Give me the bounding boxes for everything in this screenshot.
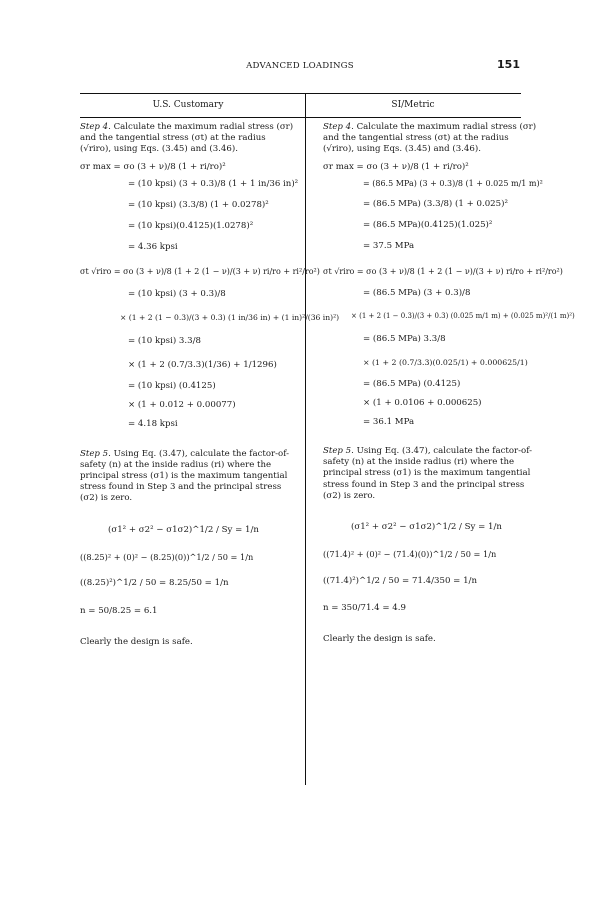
radial-line: = 4.36 kpsi [128, 242, 178, 253]
table-header-rule [80, 117, 521, 118]
step5-paragraph [323, 446, 537, 502]
column-divider [305, 93, 306, 785]
step5-title: Step 5. [80, 448, 111, 459]
table-top-rule [80, 93, 521, 94]
step5-title: Step 5. [323, 446, 354, 457]
tangential-lines [120, 288, 340, 431]
tangential-line: = (10 kpsi) (0.4125) [128, 381, 216, 392]
column-heading-us: U.S. Customary [152, 100, 224, 110]
radial-line: = (10 kpsi) (3.3/8) (1 + 0.0278)² [128, 199, 269, 210]
radial-lines [128, 200, 296, 254]
tangential-line: × (1 + 0.0106 + 0.000625) [363, 397, 482, 408]
tangential-line: = (10 kpsi) 3.3/8 [128, 335, 201, 346]
column-us [80, 122, 340, 652]
step4-title: Step 4. [80, 122, 111, 132]
running-title: ADVANCED LOADINGS [246, 61, 354, 71]
tangential-line: = (10 kpsi) (3 + 0.3)/8 [128, 288, 226, 299]
page-header [80, 58, 520, 74]
fs-line: n = 50/8.25 = 6.1 [80, 605, 158, 616]
radial-line: = (86.5 MPa) (3.3/8) (1 + 0.025)² [363, 199, 508, 210]
page-number: 151 [497, 58, 520, 71]
tangential-formula: σt √riro = σo (3 + ν)/8 (1 + 2 (1 − ν)/(3 + ν) ri/ro + ri²/ro²) [80, 267, 320, 277]
step5-paragraph [80, 449, 296, 505]
radial-line: = (10 kpsi)(0.4125)(1.0278)² [128, 221, 254, 232]
step5-text: Using Eq. (3.47), calculate the factor-of-safety (n) at the inside radius (ri) where the principal stress (σ1) is the maximum tangential stress found in Step 3 and the principal stress (σ2) is zero. [323, 446, 532, 501]
step5-text: Using Eq. (3.47), calculate the factor-of-safety (n) at the inside radius (ri) where the principal stress (σ1) is the maximum tangential stress found in Step 3 and the principal stress (σ2) is zero. [80, 448, 289, 504]
fs-line: ((71.4)²)^1/2 / 50 = 71.4/350 = 1/n [323, 575, 477, 586]
step4-text: Calculate the maximum radial stress (σr) and the tangential stress (σt) at the radius (√rirо), using Eqs. (3.45) and (3.46). [323, 122, 537, 155]
step4-text: Calculate the maximum radial stress (σr) and the tangential stress (σt) at the radius (√rirо), using Eqs. (3.45) and (3.46). [80, 122, 294, 155]
tangential-line: = 4.18 kpsi [128, 419, 178, 430]
tangential-formula: σt √riro = σo (3 + ν)/8 (1 + 2 (1 − ν)/(3 + ν) ri/ro + ri²/ro²) [323, 266, 563, 276]
tangential-line: = 36.1 MPa [363, 416, 415, 427]
step4-title: Step 4. [323, 122, 354, 132]
tangential-line: × (1 + 2 (0.7/3.3)(1/36) + 1/1296) [128, 359, 277, 370]
tangential-line: × (1 + 2 (0.7/3.3)(0.025/1) + 0.000625/1) [363, 358, 528, 368]
fs-line: ((8.25)²)^1/2 / 50 = 8.25/50 = 1/n [80, 578, 229, 589]
radial-line: = 37.5 MPa [363, 241, 415, 252]
tangential-line: = (86.5 MPa) 3.3/8 [363, 334, 446, 345]
column-heading-si: SI/Metric [391, 100, 435, 110]
fs-line: ((8.25)² + (0)² − (8.25)(0))^1/2 / 50 = 1/n [80, 551, 254, 562]
column-si [323, 122, 575, 649]
fs-line: ((71.4)² + (0)² − (71.4)(0))^1/2 / 50 = 1/n [323, 549, 497, 560]
fs-formula: (σ1² + σ2² − σ1σ2)^1/2 / Sy = 1/n [108, 524, 259, 535]
step4-paragraph [323, 122, 537, 156]
fs-formula: (σ1² + σ2² − σ1σ2)^1/2 / Sy = 1/n [351, 521, 502, 532]
conclusion: Clearly the design is safe. [323, 634, 436, 645]
step4-paragraph [80, 122, 296, 156]
radial-formula: σr max = σo (3 + ν)/8 (1 + ri/ro)² [323, 161, 469, 172]
tangential-lines [351, 287, 575, 428]
radial-line: = (86.5 MPa)(0.4125)(1.025)² [363, 220, 493, 231]
radial-first: = (86.5 MPa) (3 + 0.3)/8 (1 + 0.025 m/1 m)² [363, 178, 543, 188]
fs-line: n = 350/71.4 = 4.9 [323, 602, 406, 613]
tangential-line: × (1 + 0.012 + 0.00077) [128, 400, 236, 411]
tangential-line: = (86.5 MPa) (0.4125) [363, 378, 461, 389]
conclusion: Clearly the design is safe. [80, 636, 193, 647]
radial-first: = (10 kpsi) (3 + 0.3)/8 (1 + 1 in/36 in)² [128, 178, 299, 189]
radial-formula: σr max = σo (3 + ν)/8 (1 + ri/ro)² [80, 161, 226, 172]
tangential-line: = (86.5 MPa) (3 + 0.3)/8 [363, 287, 471, 298]
radial-lines [363, 199, 537, 253]
tangential-line: × (1 + 2 (1 − 0.3)/(3 + 0.3) (0.025 m/1 m) + (0.025 m)²/(1 m)²) [351, 312, 575, 321]
tangential-line: × (1 + 2 (1 − 0.3)/(3 + 0.3) (1 in/36 in) + (1 in)²/(36 in)²) [120, 312, 340, 322]
